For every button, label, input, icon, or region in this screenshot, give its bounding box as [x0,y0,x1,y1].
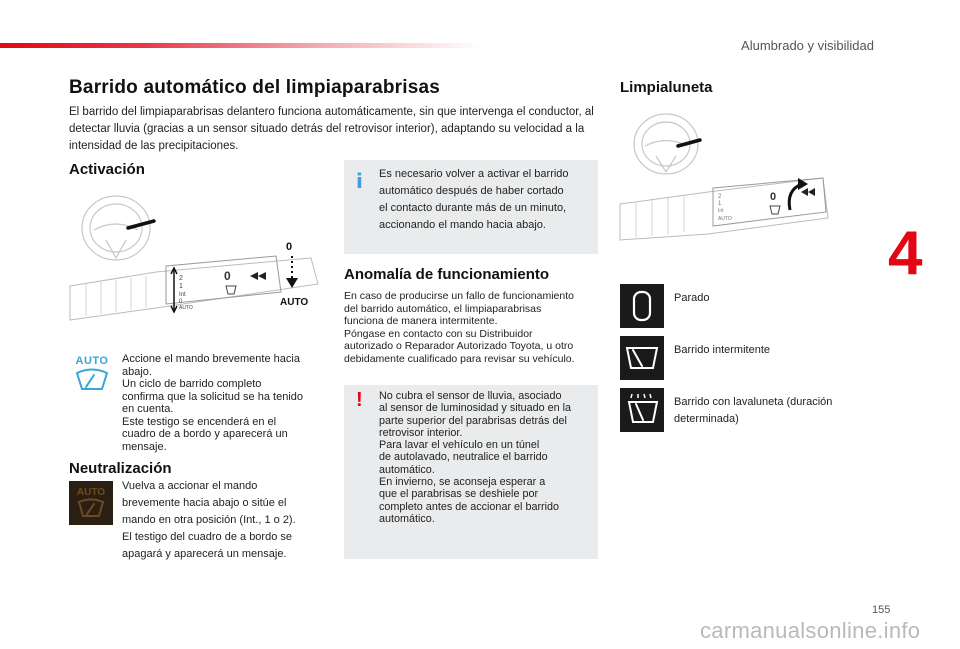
malfunction-heading: Anomalía de funcionamiento [344,266,550,283]
malfunction-line: funciona de manera intermitente. [344,315,498,327]
rear-window-wiper-icon [620,336,664,380]
rear-wiper-washer-line: determinada) [674,413,739,425]
activation-line: Este testigo se encenderá en el [122,415,277,428]
rear-wiper-washer-line: Barrido con lavaluneta (duración [674,396,833,408]
down-arrowhead-icon [286,278,298,288]
rear-wiper-intermittent-label: Barrido intermitente [674,344,770,356]
activation-line: cuadro de a bordo y aparecerá un [122,428,288,440]
activation-line: Un ciclo de barrido completo [122,378,262,390]
warning-line: que el parabrisas se deshiele por [379,488,539,501]
neutralization-line: apagará y aparecerá un mensaje. [122,548,287,560]
activation-heading: Activación [69,161,145,178]
lever-int-label: Int [179,292,186,298]
malfunction-description [344,290,600,365]
activation-line: Accione el mando brevemente hacia [122,353,300,365]
rear-wiper-stop-tile [620,284,664,328]
warning-line: En invierno, se aconseja esperar a [379,476,546,489]
neutralization-line: El testigo del cuadro de a bordo se [122,531,293,543]
activation-line: en cuenta. [122,403,174,415]
warning-line: No cubra el sensor de lluvia, asociado [379,390,562,402]
malfunction-line: del barrido automático, el limpiaparabrisas [344,302,542,315]
front-wiper-lever-illustration [66,188,336,328]
neutralization-heading: Neutralización [69,460,172,477]
auto-indicator-label: AUTO [75,355,109,367]
header-accent-bar [0,43,480,48]
auto-off-indicator [69,481,113,525]
steering-wheel-icon [82,196,150,260]
rewind-arrow-icon [250,272,266,280]
info-line: el contacto durante más de un minuto, [379,202,567,214]
windshield-wiper-off-icon [69,498,113,520]
windshield-wiper-icon [74,367,110,393]
malfunction-line: debidamente cualificado para revisar su vehículo. [344,352,575,365]
warning-line: completo antes de accionar el barrido [379,500,560,513]
info-line: automático después de haber cortado [379,185,564,197]
watermark-text: carmanualsonline.info [700,618,921,643]
callout-zero-label: 0 [286,241,293,253]
neutralization-line: Vuelva a accionar el mando [122,480,258,492]
stop-zero-icon [620,284,664,328]
rear-wiper-intermittent-tile [620,336,664,380]
rear-lever-pos2-label: 2 [718,194,722,200]
washer-icon [770,206,780,214]
warning-exclamation-icon: ! [356,389,363,411]
rear-wiper-stop-label: Parado [674,292,710,304]
neutralization-line: brevemente hacia abajo o sitúe el [122,497,287,509]
lever-pos1-label: 1 [179,283,183,290]
page-title: Barrido automático del limpiaparabrisas [69,77,441,98]
warning-line: retrovisor interior. [379,426,463,439]
neutralization-description [122,478,332,563]
rewind-arrow-icon [801,188,815,196]
info-box [344,160,598,254]
rear-window-washer-icon [620,388,664,432]
activation-line: confirma que la solicitud se ha tenido [122,390,303,403]
auto-off-label: AUTO [76,487,106,498]
washer-icon [226,286,236,294]
rear-wiper-washer-label [674,394,832,428]
warning-text [379,390,597,525]
info-text [379,166,594,234]
rear-wiper-washer-tile [620,388,664,432]
warning-box [344,385,598,559]
lever-zero-label: 0 [224,269,231,283]
lever-off-label: 0 [179,299,183,305]
auto-wiper-indicator [74,355,110,395]
malfunction-line: autorizado o Reparador Autorizado Toyota, u otro [344,340,574,352]
warning-line: al sensor de luminosidad y situado en la [379,402,572,415]
malfunction-line: Póngase en contacto con su Distribuidor [344,327,533,340]
page-number: 155 [872,604,891,616]
lever-pos2-label: 2 [179,275,183,282]
wiper-lever-icon [70,256,318,320]
section-title: Alumbrado y visibilidad [741,38,874,53]
rear-lever-pos1-label: 1 [718,201,722,207]
activation-description [122,353,332,453]
activation-line: abajo. [122,365,152,378]
rear-lever-zero-label: 0 [770,191,777,203]
chapter-number: 4 [888,219,923,288]
info-line: Es necesario volver a activar el barrido [379,168,569,180]
neutralization-line: mando en otra posición (Int., 1 o 2). [122,514,296,526]
warning-line: parte superior del parabrisas detrás del [379,414,567,427]
rear-lever-int-label: Int [718,208,724,214]
malfunction-line: En caso de producirse un fallo de funcionamiento [344,290,574,302]
lever-auto-small-label: AUTO [179,305,193,311]
activation-line: mensaje. [122,440,167,453]
callout-auto-label: AUTO [280,297,309,308]
rear-wiper-heading: Limpialuneta [620,79,713,96]
intro-paragraph: El barrido del limpiaparabrisas delantero funciona automáticamente, sin que intervenga el conductor, al detectar lluvia (gracias a un sensor situado detrás del retrovisor interior), adaptando su velocidad a la intensidad de las precipitaciones. [69,106,594,152]
info-icon: i [356,169,363,193]
rear-lever-auto-label: AUTO [718,216,732,222]
warning-line: de autolavado, neutralice el barrido [379,451,548,464]
info-line: accionando el mando hacia abajo. [379,219,546,231]
warning-line: automático. [379,463,435,476]
warning-line: Para lavar el vehículo en un túnel [379,439,540,452]
rear-wiper-lever-illustration [618,108,840,248]
warning-line: automático. [379,512,435,525]
